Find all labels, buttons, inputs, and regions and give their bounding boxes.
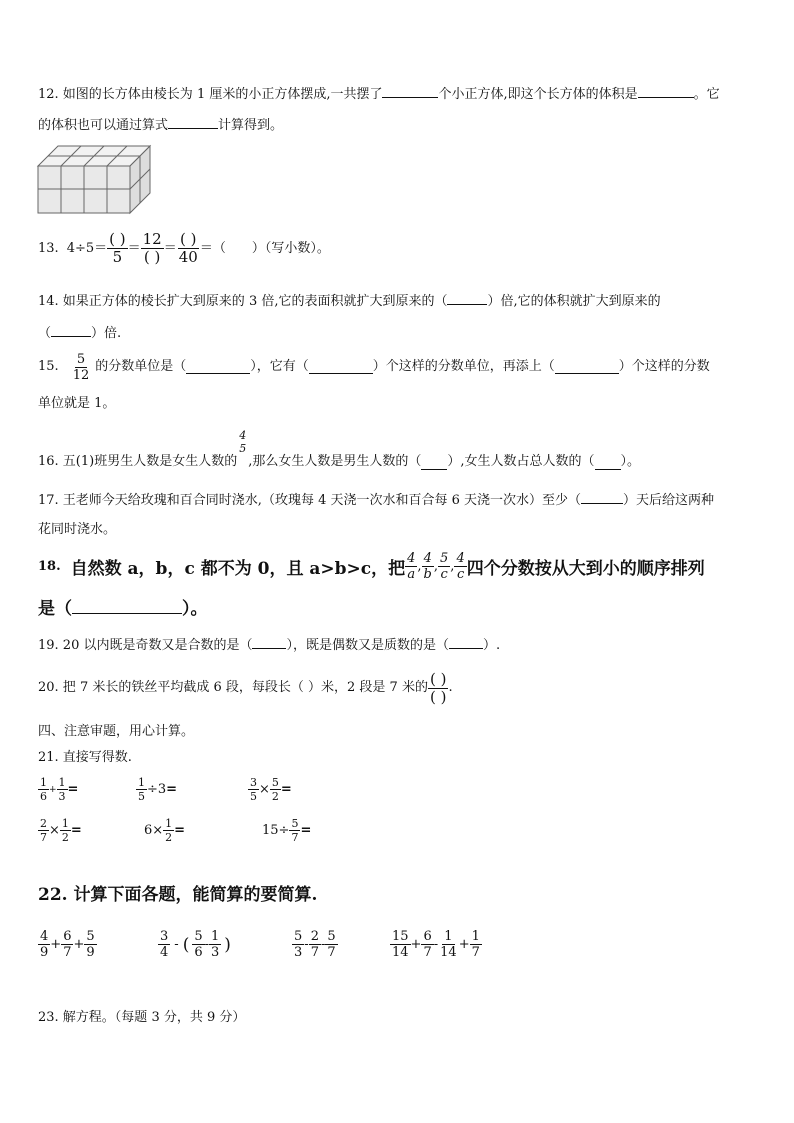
numerator: 4 xyxy=(456,550,465,566)
numerator: 2 xyxy=(40,817,47,830)
equals-sign: = xyxy=(70,823,82,838)
question-12-line-2 xyxy=(38,116,283,134)
fraction xyxy=(158,930,170,959)
numerator: 3 xyxy=(250,776,257,789)
fraction xyxy=(289,818,300,843)
answer-blank xyxy=(555,361,619,374)
q14-text: 14. 如果正方体的棱长扩大到原来的 3 倍,它的表面积就扩大到原来的（ xyxy=(38,294,448,309)
equals-sign: = xyxy=(166,782,178,797)
q22-expr-3 xyxy=(292,930,338,959)
question-18-line-1 xyxy=(38,548,705,584)
operator: - xyxy=(433,937,439,952)
q22-expr-4 xyxy=(390,930,482,959)
equals-sign: = xyxy=(174,823,186,838)
fraction-5-c xyxy=(438,552,450,581)
q15-text: ）个这样的分数单位，再添上（ xyxy=(372,359,555,374)
denominator: c xyxy=(456,566,465,582)
numerator: 1 xyxy=(471,929,480,944)
fraction-4-b xyxy=(422,552,434,581)
section-title: 四、注意审题，用心计算。 xyxy=(38,724,195,739)
q17-text: ）天后给这两种 xyxy=(623,493,715,508)
q16-text: ,那么女生人数是男生人数的（ xyxy=(248,454,422,469)
q16-text: ）。 xyxy=(620,454,641,469)
denominator: ( ) xyxy=(143,248,161,266)
answer-blank xyxy=(309,361,373,374)
operand: 15÷ xyxy=(262,823,290,838)
numerator: 1 xyxy=(40,776,47,789)
question-15-line-2 xyxy=(38,396,115,412)
comma: , xyxy=(450,558,455,574)
numerator: 5 xyxy=(86,929,95,944)
fraction xyxy=(270,777,281,802)
fraction xyxy=(38,777,49,802)
answer-blank xyxy=(449,636,483,649)
q22-title: 22. 计算下面各题，能简算的要简算. xyxy=(38,885,318,905)
question-16 xyxy=(38,430,640,470)
answer-blank xyxy=(595,457,621,470)
fraction xyxy=(309,930,321,959)
numerator: 1 xyxy=(58,776,66,789)
operator: + xyxy=(73,937,85,952)
q21-item-4 xyxy=(38,818,82,843)
fraction xyxy=(421,930,433,959)
numerator: 12 xyxy=(142,230,162,248)
numerator: 5 xyxy=(440,550,449,566)
operator: - xyxy=(204,937,210,952)
operator: + xyxy=(458,937,470,952)
q16-text: 16. 五(1)班男生人数是女生人数的 xyxy=(38,454,238,469)
equals-sign: = xyxy=(300,823,312,838)
q17-text: 17. 王老师今天给玫瑰和百合同时浇水,（玫瑰每 4 天浇一次水和百合每 6 天浇一次水）至少（ xyxy=(38,493,582,508)
q23-text: 23. 解方程。（每题 3 分，共 9 分） xyxy=(38,1010,246,1025)
answer-blank xyxy=(638,85,694,98)
q19-text: ），既是偶数又是质数的是（ xyxy=(286,638,449,653)
denominator: ( ) xyxy=(429,687,447,706)
q18-text: ）。 xyxy=(182,599,208,619)
q12-text: 的体积也可以通过算式 xyxy=(38,118,169,133)
denominator: a xyxy=(407,566,416,582)
numerator: 1 xyxy=(165,817,173,830)
question-13 xyxy=(38,232,330,265)
numerator: 1 xyxy=(211,929,220,944)
fraction xyxy=(470,930,482,959)
question-17-line-1 xyxy=(38,491,714,509)
operator: - xyxy=(304,937,309,952)
q12-text: 个小正方体,即这个长方体的体积是 xyxy=(438,87,638,102)
q14-text: ）倍. xyxy=(91,326,122,341)
answer-blank xyxy=(168,116,218,129)
comma: , xyxy=(417,558,422,574)
numerator: 6 xyxy=(423,929,432,944)
q12-text: 计算得到。 xyxy=(218,118,284,133)
q16-text: ）,女生人数占总人数的（ xyxy=(447,454,595,469)
answer-blank xyxy=(51,324,91,337)
q15-text: ），它有（ xyxy=(250,359,309,374)
denominator: 14 xyxy=(440,945,457,960)
answer-blank xyxy=(421,457,447,470)
numerator: 5 xyxy=(294,929,303,944)
denominator: 4 xyxy=(160,945,169,960)
numerator: 5 xyxy=(271,776,279,789)
fraction-4-a xyxy=(405,552,417,581)
fraction xyxy=(38,930,50,959)
question-number: 18. xyxy=(38,558,61,574)
paren: ( xyxy=(182,934,190,955)
answer-blank xyxy=(382,85,438,98)
denominator: 5 xyxy=(112,248,123,266)
numerator: 2 xyxy=(310,929,319,944)
denominator: 14 xyxy=(392,945,409,960)
q21-item-2 xyxy=(136,777,177,802)
denominator: 9 xyxy=(40,945,49,960)
operator: + xyxy=(49,784,57,795)
denominator: 7 xyxy=(471,945,480,960)
question-21-title xyxy=(38,750,132,766)
fraction-blank-over-5 xyxy=(107,232,127,265)
q15-text: ）个这样的分数 xyxy=(618,359,710,374)
fraction xyxy=(192,930,204,959)
question-18-line-2 xyxy=(38,594,208,619)
numerator: ( ) xyxy=(180,230,197,248)
q21-item-5 xyxy=(144,818,185,843)
q21-item-1 xyxy=(38,777,78,802)
denominator: 3 xyxy=(58,790,66,803)
numerator: 3 xyxy=(160,929,169,944)
numerator: 4 xyxy=(239,429,247,442)
fraction-5-12 xyxy=(71,353,92,382)
q18-text: 自然数 a，b，c 都不为 0，且 a>b>c，把 xyxy=(70,558,406,579)
question-number: 13. xyxy=(38,240,59,256)
fraction xyxy=(163,818,174,843)
fraction-12-over-blank xyxy=(141,232,164,265)
answer-blank xyxy=(186,361,250,374)
numerator: ( ) xyxy=(429,669,447,688)
answer-blank xyxy=(252,636,286,649)
cuboid-figure xyxy=(36,144,154,216)
denominator: 6 xyxy=(194,945,203,960)
denominator: 7 xyxy=(310,945,319,960)
equals-sign: = xyxy=(280,782,292,797)
q12-text: 。它 xyxy=(693,87,720,102)
q21-item-6 xyxy=(262,818,311,843)
operator: + xyxy=(410,937,422,952)
numerator: 15 xyxy=(392,929,409,944)
numerator: 6 xyxy=(63,929,72,944)
q22-expr-2 xyxy=(158,930,231,959)
comma: , xyxy=(433,558,439,574)
answer-blank xyxy=(447,292,487,305)
question-22-title xyxy=(38,880,317,905)
numerator: 4 xyxy=(40,929,49,944)
fraction xyxy=(248,777,259,802)
numerator: ( ) xyxy=(109,230,126,248)
question-15-line-1 xyxy=(38,350,710,384)
fraction xyxy=(38,818,49,843)
numerator: 1 xyxy=(138,776,145,789)
q13-expression: 4÷5＝ xyxy=(66,240,108,256)
fraction xyxy=(57,777,68,802)
operator: × xyxy=(49,823,60,838)
question-20 xyxy=(38,668,453,708)
denominator: b xyxy=(423,566,432,582)
question-14-line-1 xyxy=(38,292,661,310)
fraction xyxy=(61,930,73,959)
q19-text: ）. xyxy=(483,638,501,653)
denominator: 6 xyxy=(40,790,47,803)
operator: + xyxy=(50,937,62,952)
q22-expr-1 xyxy=(38,930,97,959)
question-14-line-2 xyxy=(38,324,121,342)
fraction xyxy=(390,930,411,959)
fraction-blank-over-40 xyxy=(177,232,200,265)
equals-sign: ＝ xyxy=(163,240,177,256)
q17-text: 花同时浇水。 xyxy=(38,522,117,537)
numerator: 5 xyxy=(291,817,299,830)
q18-text: 是（ xyxy=(38,599,72,619)
question-23 xyxy=(38,1010,245,1026)
operator: - xyxy=(320,937,326,952)
numerator: 5 xyxy=(327,929,336,944)
q12-text: 12. 如图的长方体由棱长为 1 厘米的小正方体摆成,一共摆了 xyxy=(38,87,383,102)
numerator: 5 xyxy=(76,351,86,367)
numerator: 4 xyxy=(407,550,416,566)
denominator: 2 xyxy=(271,790,279,803)
fraction xyxy=(438,930,459,959)
fraction xyxy=(136,777,147,802)
denominator: 5 xyxy=(250,790,257,803)
q13-tail: ＝（ ）（写小数）。 xyxy=(199,240,330,256)
denominator: 7 xyxy=(63,945,72,960)
q14-text: （ xyxy=(38,326,52,341)
q15-text: 单位就是 1。 xyxy=(38,396,116,411)
denominator: 5 xyxy=(239,442,247,455)
section-heading xyxy=(38,724,194,740)
operand: 6× xyxy=(144,823,164,838)
q18-text: 四个分数按从大到小的顺序排列 xyxy=(466,558,705,579)
answer-blank xyxy=(72,599,182,614)
denominator: 3 xyxy=(211,945,220,960)
question-number: 15. xyxy=(38,359,59,374)
q19-text: 19. 20 以内既是奇数又是合数的是（ xyxy=(38,638,253,653)
q20-text: 20. 把 7 米长的铁丝平均截成 6 段，每段长（ ）米，2 段是 7 米的 xyxy=(38,680,428,695)
q14-text: ）倍,它的体积就扩大到原来的 xyxy=(487,294,661,309)
fraction xyxy=(325,930,337,959)
period: . xyxy=(448,680,453,695)
fraction xyxy=(209,930,221,959)
q15-text: 的分数单位是（ xyxy=(95,359,187,374)
q21-title: 21. 直接写得数. xyxy=(38,750,132,765)
denominator: 7 xyxy=(291,831,299,844)
denominator: 2 xyxy=(61,831,69,844)
fraction xyxy=(60,818,71,843)
denominator: 9 xyxy=(86,945,95,960)
answer-blank xyxy=(581,491,623,504)
denominator: c xyxy=(440,566,448,582)
denominator: 7 xyxy=(40,831,47,844)
operator: ÷3 xyxy=(147,782,167,797)
q21-item-3 xyxy=(248,777,292,802)
numerator: 1 xyxy=(61,817,69,830)
denominator: 7 xyxy=(327,945,336,960)
fraction-blank xyxy=(428,669,448,706)
denominator: 3 xyxy=(294,945,303,960)
denominator: 7 xyxy=(423,945,432,960)
denominator: 2 xyxy=(165,831,173,844)
equals-sign: ＝ xyxy=(127,240,141,256)
question-19 xyxy=(38,636,500,654)
equals-sign: = xyxy=(67,782,79,797)
fraction-4-5 xyxy=(237,430,248,454)
fraction xyxy=(84,930,96,959)
numerator: 1 xyxy=(444,929,453,944)
fraction-4-c xyxy=(454,552,466,581)
operator: - xyxy=(174,937,179,952)
denominator: 12 xyxy=(72,367,90,383)
numerator: 5 xyxy=(194,929,203,944)
question-17-line-2 xyxy=(38,522,116,538)
question-12-line-1 xyxy=(38,85,720,103)
fraction xyxy=(292,930,304,959)
denominator: 40 xyxy=(178,248,198,266)
operator: × xyxy=(259,782,270,797)
paren: ) xyxy=(224,934,231,955)
denominator: 5 xyxy=(138,790,145,803)
numerator: 4 xyxy=(423,550,432,566)
